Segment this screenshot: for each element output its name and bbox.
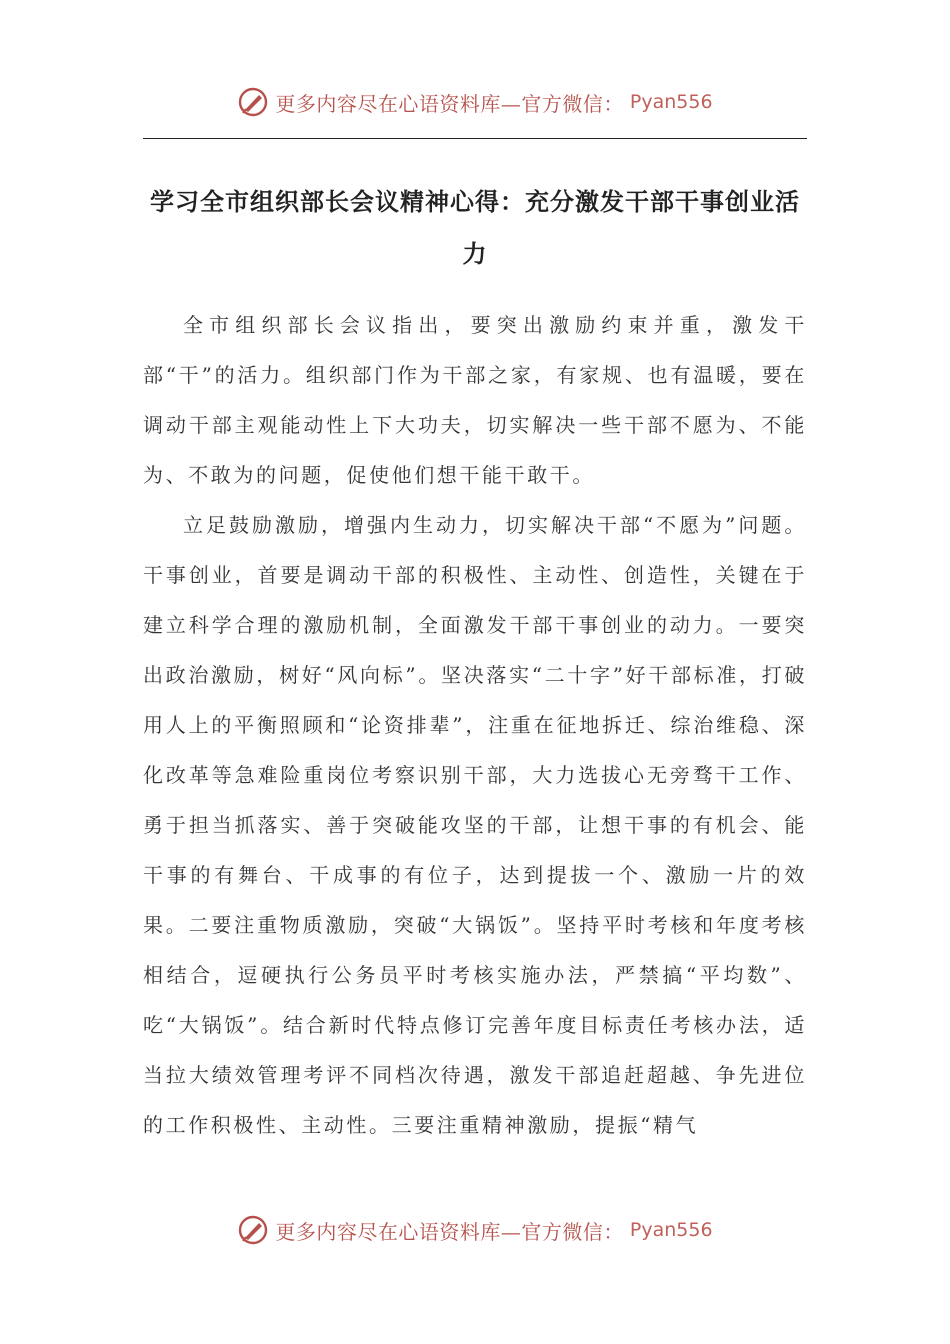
paragraph-1: 全市组织部长会议指出，要突出激励约束并重，激发干部“干”的活力。组织部门作为干部之家，有家规、也有温暖，要在调动干部主观能动性上下大功夫，切实解决一些干部不愿为、不能为、不敢为的问题，促使他们想干能干敢干。 <box>143 313 807 487</box>
quill-logo-icon <box>237 86 269 118</box>
paragraph-2: 立足鼓励激励，增强内生动力，切实解决干部“不愿为”问题。干事创业，首要是调动干部的积极性、主动性、创造性，关键在于建立科学合理的激励机制，全面激发干部干事创业的动力。一要突出政治激励，树好“风向标”。坚决落实“二十字”好干部标准，打破用人上的平衡照顾和“论资排辈”，注重在征地拆迁、综治维稳、深化改革等急难险重岗位考察识别干部，大力选拔心无旁骛干工作、勇于担当抓落实、善于突破能攻坚的干部，让想干事的有机会、能干事的有舞台、干成事的有位子，达到提拔一个、激励一片的效果。二要注重物质激励，突破“大锅饭”。坚持平时考核和年度考核相结合，逗硬执行公务员平时考核实施办法，严禁搞“平均数”、吃“大锅饭”。结合新时代特点修订完善年度目标责任考核办法，适当拉大绩效管理考评不同档次待遇，激发干部追赶超越、争先进位的工作积极性、主动性。三要注重精神激励，提振“精气 <box>143 513 807 1137</box>
footer-wechat-id: Pyan556 <box>629 1219 713 1241</box>
footer-banner-text: 更多内容尽在心语资料库—官方微信： <box>275 1219 624 1244</box>
document-title: 学习全市组织部长会议精神心得：充分激发干部干事创业活力 <box>150 187 800 268</box>
header-banner <box>0 82 950 122</box>
footer-banner <box>0 1210 950 1250</box>
quill-logo-icon <box>237 1214 269 1246</box>
document-body <box>143 300 807 1150</box>
header-wechat-id: Pyan556 <box>629 91 713 113</box>
header-divider <box>143 138 807 139</box>
header-banner-text: 更多内容尽在心语资料库—官方微信： <box>275 91 624 116</box>
